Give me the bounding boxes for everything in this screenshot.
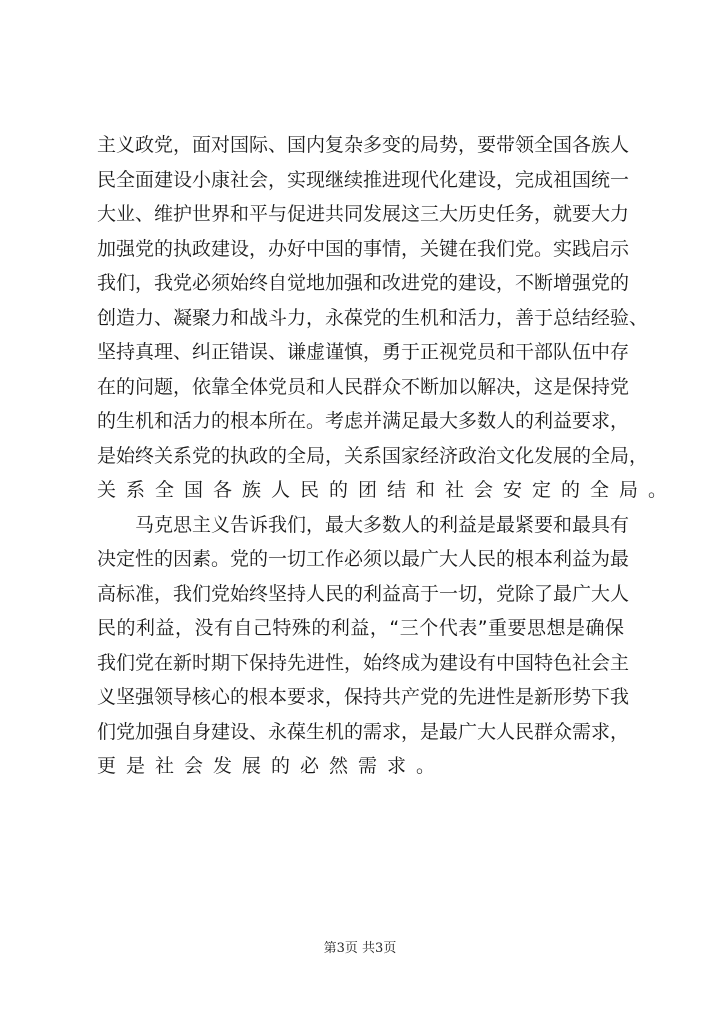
paragraph [97,508,630,784]
page-footer: 第3页 共3页 [323,941,397,956]
text-line: 加强党的执政建设，办好中国的事情，关键在我们党。实践启示 [97,237,630,260]
text-line: 民的利益，没有自己特殊的利益，“三个代表”重要思想是确保 [97,617,624,639]
text-line: 民全面建设小康社会，实现继续推进现代化建设，完成祖国统一 [97,168,630,191]
paragraph [97,128,678,508]
text-line: 坚持真理、纠正错误、谦虚谨慎，勇于正视党员和干部队伍中存 [97,341,630,363]
text-line: 的生机和活力的根本所在。考虑并满足最大多数人的利益要求， [97,410,630,432]
text-line: 们党加强自身建设、永葆生机的需求，是最广大人民群众需求， [97,720,630,743]
document-body [97,128,678,784]
text-line: 是始终关系党的执政的全局，关系国家经济政治文化发展的全局， [97,444,649,467]
text-line: 马克思主义告诉我们，最大多数人的利益是最紧要和最具有 [135,513,630,536]
text-line: 主义政党，面对国际、国内复杂多变的局势，要带领全国各族人 [97,134,630,156]
text-line: 更是社会发展的必然需求。 [97,755,446,777]
text-line: 大业、维护世界和平与促进共同发展这三大历史任务，就要大力 [97,203,630,225]
text-line: 决定性的因素。党的一切工作必须以最广大人民的根本利益为最 [97,548,630,570]
text-line: 我们，我党必须始终自觉地加强和改进党的建设，不断增强党的 [97,272,630,294]
text-line: 高标准，我们党始终坚持人民的利益高于一切，党除了最广大人 [97,582,630,605]
text-line: 义坚强领导核心的根本要求，保持共产党的先进性是新形势下我 [97,686,630,708]
text-line: 创造力、凝聚力和战斗力，永葆党的生机和活力，善于总结经验、 [97,306,649,329]
text-line: 我们党在新时期下保持先进性，始终成为建设有中国特色社会主 [97,651,630,674]
text-line: 在的问题，依靠全体党员和人民群众不断加以解决，这是保持党 [97,375,630,398]
text-line: 关系全国各族人民的团结和社会安定的全局。 [97,479,678,501]
